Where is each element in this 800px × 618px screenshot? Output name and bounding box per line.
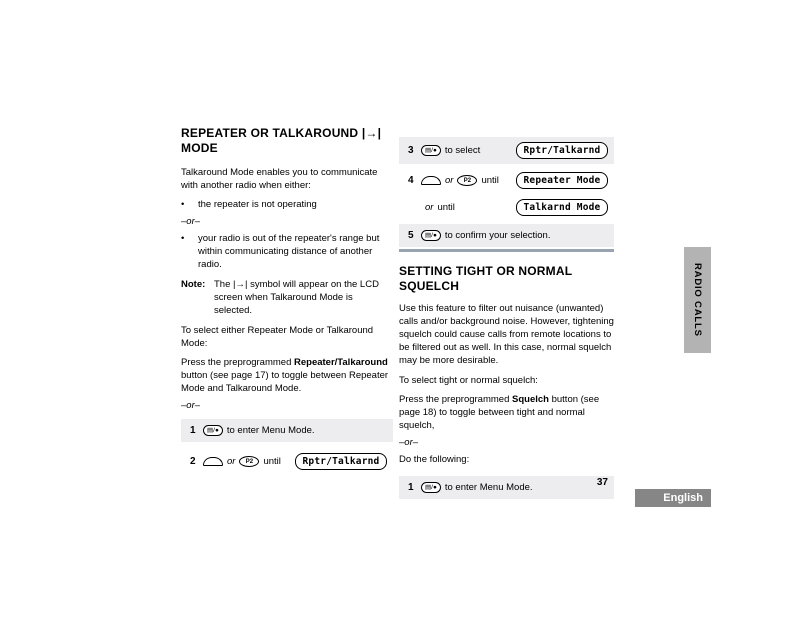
press-post-text: button (see page 17) to toggle between Repeater Mode and Talkaround Mode. xyxy=(181,370,389,394)
step-text: until xyxy=(437,202,455,213)
press-instruction xyxy=(181,356,393,395)
step-text: to confirm your selection. xyxy=(444,230,551,241)
bullet-item xyxy=(181,232,393,271)
note-label: Note: xyxy=(181,279,206,290)
intro-paragraph: Talkaround Mode enables you to communicate with another radio when either: xyxy=(181,167,378,191)
step-row-1 xyxy=(181,419,393,442)
press-bold-text: Squelch xyxy=(512,394,549,405)
bullet-text: your radio is out of the repeater's range but within communicating distance of another radio. xyxy=(198,233,380,270)
or-text: or xyxy=(445,175,454,186)
p2-knob-icon: P2 xyxy=(239,456,259,467)
or-separator: –or– xyxy=(399,437,419,448)
or-separator: –or– xyxy=(181,400,201,411)
step-text: until xyxy=(263,456,281,467)
lcd-display: Talkarnd Mode xyxy=(516,199,608,216)
press-bold-text: Repeater/Talkaround xyxy=(294,357,388,368)
procedure-end-bar xyxy=(399,249,614,252)
lcd-display: Repeater Mode xyxy=(516,172,608,189)
talkaround-icon: |→| xyxy=(361,126,382,140)
intro-paragraph: Use this feature to filter out nuisance (unwanted) calls and/or background noise. However, tightening squelch could cause calls from remote locations to be filtered out as well. In this case, normal squelch may be more desirable. xyxy=(399,303,614,366)
left-column xyxy=(181,126,393,475)
rocker-button-icon xyxy=(421,176,441,185)
press-pre-text: Press the preprogrammed xyxy=(181,357,294,368)
lcd-display: Rptr/Talkarnd xyxy=(295,453,387,470)
menu-button-icon: ▤/● xyxy=(203,425,223,436)
or-text: or xyxy=(227,456,236,467)
step-number: 5 xyxy=(408,230,414,241)
step-number: 4 xyxy=(408,175,414,186)
sidebar-tab-radio-calls xyxy=(684,247,711,353)
p2-knob-icon: P2 xyxy=(457,175,477,186)
step-number: 3 xyxy=(408,145,414,156)
heading-text-line2: MODE xyxy=(181,141,218,155)
bullet-marker: • xyxy=(181,233,185,244)
step-text: to enter Menu Mode. xyxy=(444,482,533,493)
step-row-2 xyxy=(181,448,393,475)
page-number: 37 xyxy=(596,477,608,488)
menu-button-icon: ▤/● xyxy=(421,145,441,156)
note-block xyxy=(181,278,393,317)
step-number: 1 xyxy=(190,425,196,436)
menu-button-icon: ▤/● xyxy=(421,482,441,493)
press-pre-text: Press the preprogrammed xyxy=(399,394,512,405)
note-text: The |→| symbol will appear on the LCD screen when Talkaround Mode is selected. xyxy=(214,279,379,316)
select-instruction: To select tight or normal squelch: xyxy=(399,375,538,386)
section-heading-repeater xyxy=(181,126,393,156)
step-text: to select xyxy=(444,145,481,156)
rocker-button-icon xyxy=(203,457,223,466)
step-text: to enter Menu Mode. xyxy=(226,425,315,436)
step-text: until xyxy=(481,175,499,186)
right-column xyxy=(399,137,614,499)
or-separator: –or– xyxy=(181,216,201,227)
step-row-4-alt xyxy=(399,194,614,221)
language-tab-english: English xyxy=(635,489,711,507)
press-post-text: button (see page 18) to toggle between tight and normal squelch, xyxy=(399,394,600,431)
select-instruction: To select either Repeater Mode or Talkaround Mode: xyxy=(181,325,374,349)
sidebar-tab-label: RADIO CALLS xyxy=(692,263,703,337)
menu-button-icon: ▤/● xyxy=(421,230,441,241)
press-instruction xyxy=(399,393,614,432)
do-following-text: Do the following: xyxy=(399,454,470,465)
step-number: 2 xyxy=(190,456,196,467)
bullet-marker: • xyxy=(181,199,185,210)
step-row-4 xyxy=(399,167,614,194)
section-heading-squelch: SETTING TIGHT OR NORMAL SQUELCH xyxy=(399,264,573,293)
step-row-5 xyxy=(399,224,614,247)
or-text: or xyxy=(425,202,434,213)
lcd-display: Rptr/Talkarnd xyxy=(516,142,608,159)
bullet-item xyxy=(181,198,393,211)
heading-text-line1: REPEATER OR TALKAROUND xyxy=(181,126,359,140)
bullet-text: the repeater is not operating xyxy=(198,199,317,210)
step-number: 1 xyxy=(408,482,414,493)
step-row-3 xyxy=(399,137,614,164)
